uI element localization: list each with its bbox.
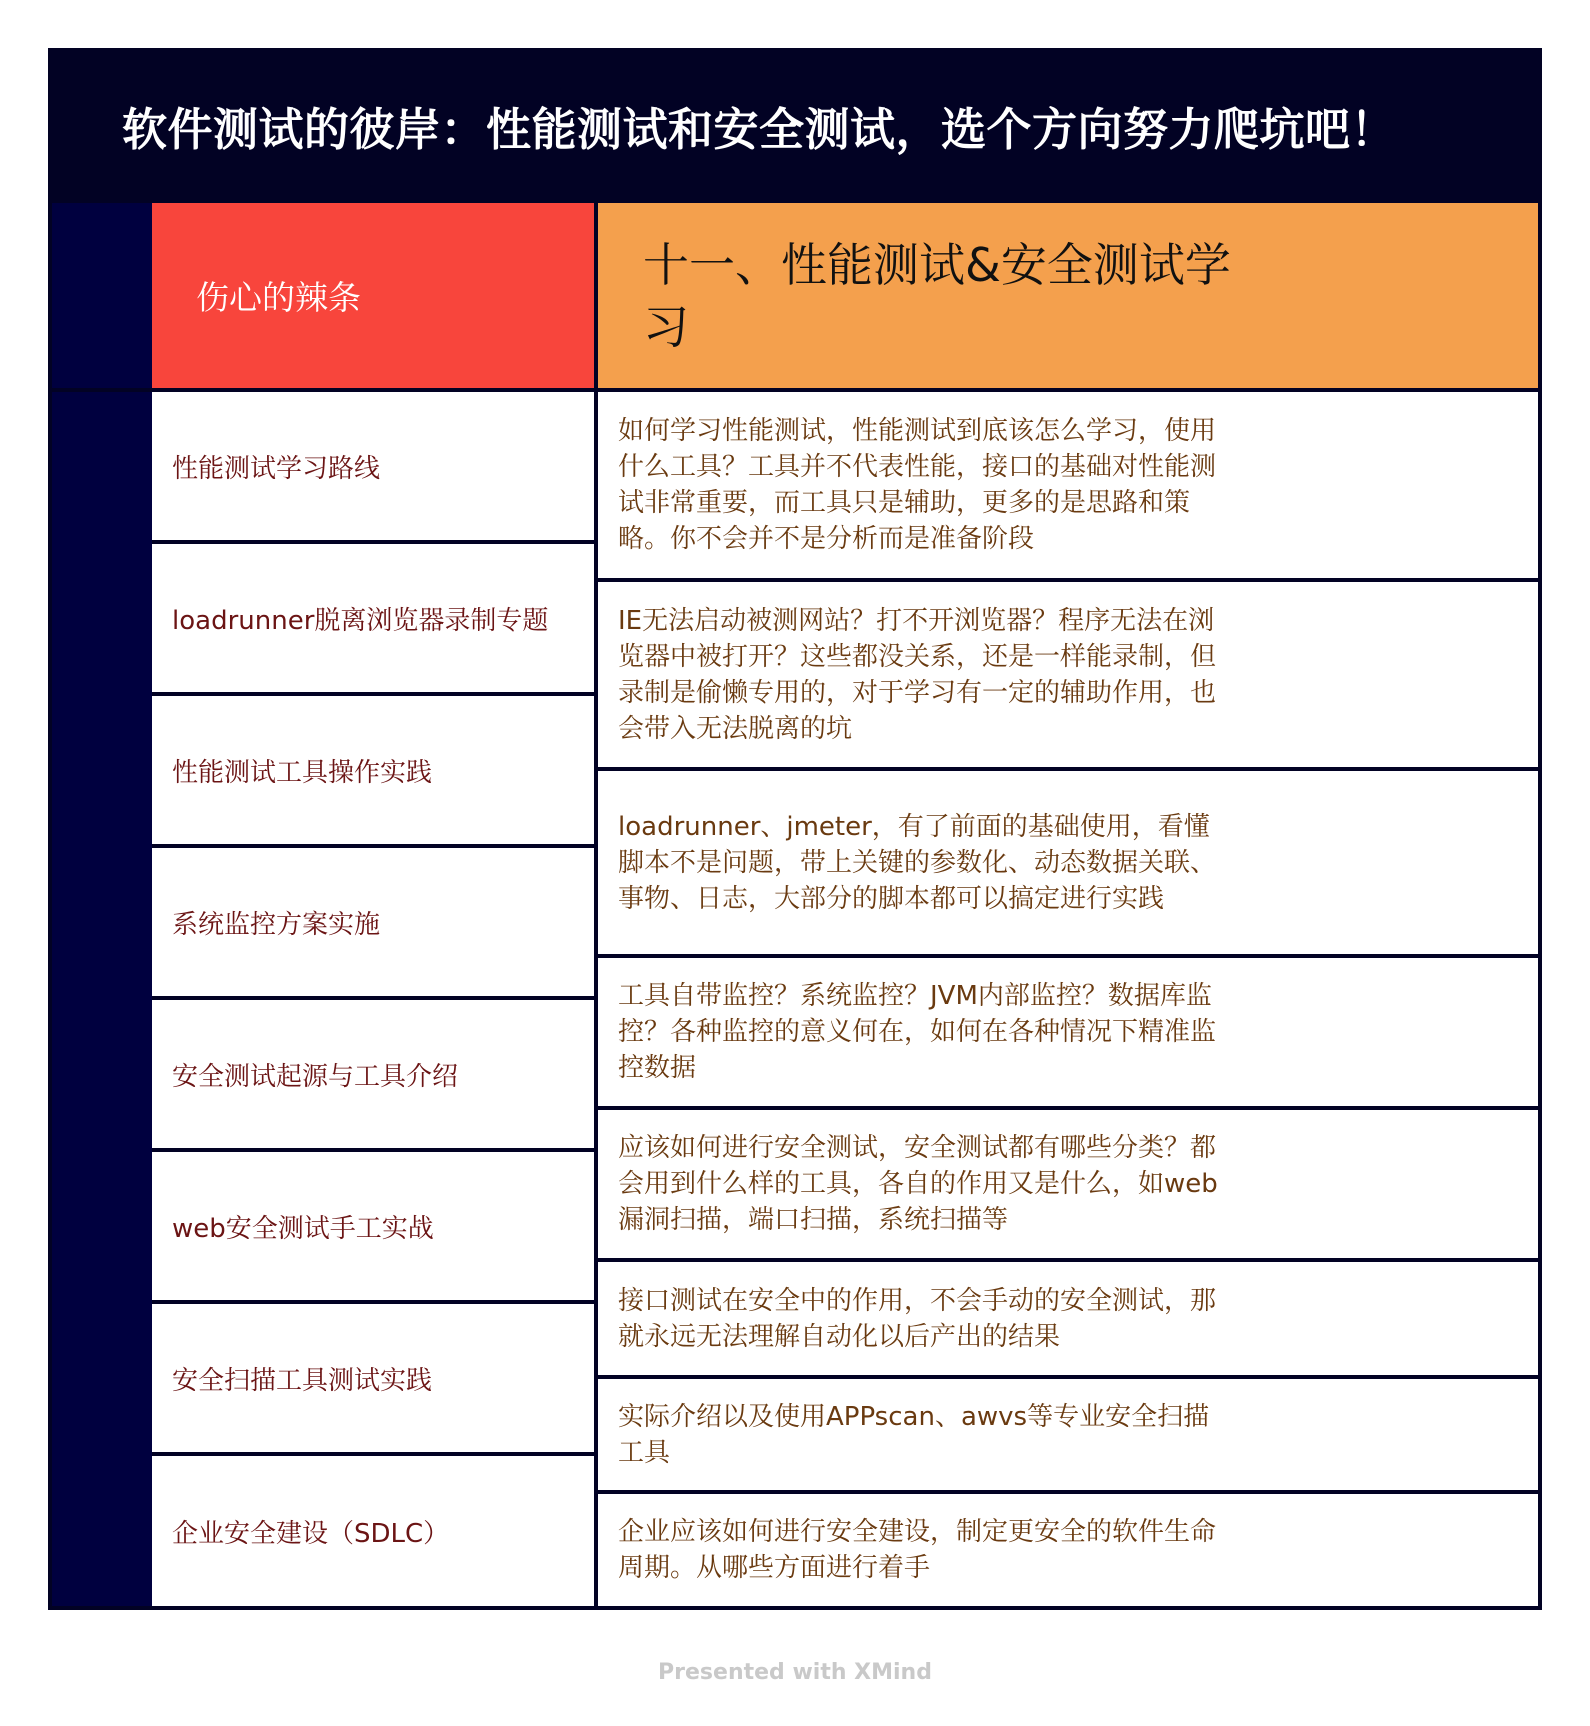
left-topic-label: loadrunner脱离浏览器录制专题 xyxy=(172,605,549,636)
left-topic-8[interactable] xyxy=(152,1456,594,1606)
header-right-label: 十一、性能测试&安全测试学习 xyxy=(643,237,1231,354)
left-topic-label: 企业安全建设（SDLC） xyxy=(172,1518,450,1549)
left-topic-label: 性能测试工具操作实践 xyxy=(172,757,433,788)
left-topic-4[interactable] xyxy=(152,848,594,996)
right-topic-text: loadrunner、jmeter，有了前面的基础使用，看懂脚本不是问题，带上关键的参数化、动态数据关联、事物、日志，大部分的脚本都可以搞定进行实践 xyxy=(618,811,1217,914)
right-topic-4[interactable] xyxy=(598,958,1538,1106)
right-topic-text: 企业应该如何进行安全建设，制定更安全的软件生命周期。从哪些方面进行着手 xyxy=(618,1517,1217,1583)
header-right-topic[interactable] xyxy=(598,203,1538,388)
header-left-label: 伤心的辣条 xyxy=(196,278,361,317)
title-bar xyxy=(48,48,1542,203)
page-title: 软件测试的彼岸：性能测试和安全测试，选个方向努力爬坑吧！ xyxy=(122,103,1397,156)
left-topic-1[interactable] xyxy=(152,392,594,540)
right-topic-7[interactable] xyxy=(598,1379,1538,1490)
left-topic-label: 安全扫描工具测试实践 xyxy=(172,1365,433,1396)
left-topic-2[interactable] xyxy=(152,544,594,692)
right-topic-text: 实际介绍以及使用APPscan、awvs等专业安全扫描工具 xyxy=(618,1401,1210,1468)
left-topic-5[interactable] xyxy=(152,1000,594,1148)
right-topic-6[interactable] xyxy=(598,1262,1538,1375)
right-topic-5[interactable] xyxy=(598,1110,1538,1258)
left-topic-label: web安全测试手工实战 xyxy=(172,1213,434,1244)
right-topic-8[interactable] xyxy=(598,1494,1538,1606)
left-topic-label: 系统监控方案实施 xyxy=(172,909,381,940)
right-topic-text: 接口测试在安全中的作用，不会手动的安全测试，那就永远无法理解自动化以后产出的结果 xyxy=(618,1285,1217,1352)
left-topic-6[interactable] xyxy=(152,1152,594,1300)
right-topic-3[interactable] xyxy=(598,771,1538,954)
right-topic-text: 应该如何进行安全测试，安全测试都有哪些分类？都会用到什么样的工具，各自的作用又是什么，如web漏洞扫描，端口扫描，系统扫描等 xyxy=(618,1133,1218,1235)
xmind-watermark: Presented with XMind xyxy=(658,1660,932,1685)
left-topic-7[interactable] xyxy=(152,1304,594,1452)
left-topic-3[interactable] xyxy=(152,696,594,844)
right-topic-text: 工具自带监控？系统监控？JVM内部监控？数据库监控？各种监控的意义何在，如何在各种情况下精准监控数据 xyxy=(618,981,1217,1083)
right-topic-1[interactable] xyxy=(598,392,1538,578)
left-topic-label: 性能测试学习路线 xyxy=(172,453,381,484)
mindmap-table xyxy=(48,48,1542,1610)
left-topic-label: 安全测试起源与工具介绍 xyxy=(172,1061,459,1092)
right-topic-2[interactable] xyxy=(598,582,1538,767)
header-left-topic[interactable] xyxy=(152,203,594,388)
right-topic-text: IE无法启动被测网站？打不开浏览器？程序无法在浏览器中被打开？这些都没关系，还是一样能录制，但录制是偷懒专用的，对于学习有一定的辅助作用，也会带入无法脱离的坑 xyxy=(618,605,1217,744)
right-topic-text: 如何学习性能测试，性能测试到底该怎么学习，使用什么工具？工具并不代表性能，接口的基础对性能测试非常重要，而工具只是辅助，更多的是思路和策略。你不会并不是分析而是准备阶段 xyxy=(618,416,1217,554)
left-strip xyxy=(52,203,152,1606)
strip-divider xyxy=(52,388,152,392)
